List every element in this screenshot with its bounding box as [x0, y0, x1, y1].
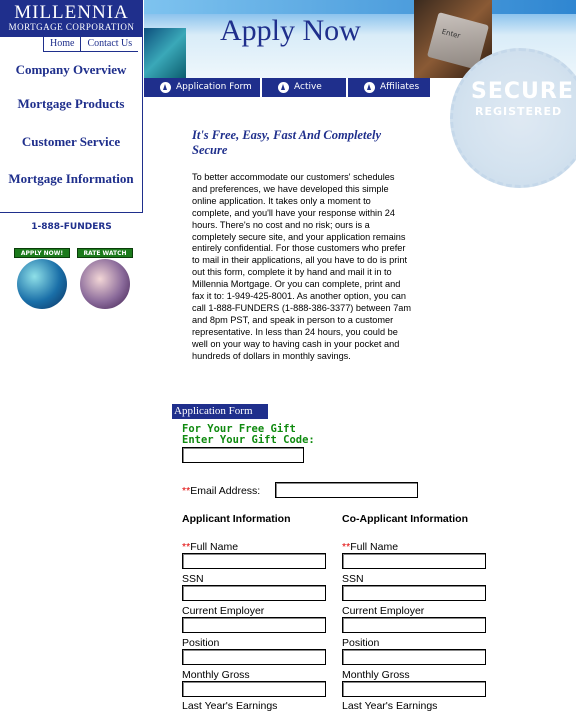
gift-line-2: Enter Your Gift Code:: [182, 434, 315, 446]
applicant-full-name-label: [182, 541, 238, 553]
enter-key-label: Enter: [440, 27, 462, 41]
apply-now-promo[interactable]: [14, 248, 70, 310]
logo-name: MILLENNIA: [14, 2, 129, 23]
apply-now-label: APPLY NOW!: [14, 248, 70, 258]
secure-registered-seal: [450, 48, 576, 188]
nav-mortgage-information[interactable]: Mortgage Information: [8, 171, 134, 186]
rate-watch-label: RATE WATCH: [77, 248, 133, 258]
email-label: [182, 485, 260, 497]
required-marker: **: [182, 485, 191, 497]
applicant-position-input[interactable]: [182, 649, 326, 665]
logo-tagline: MORTGAGE CORPORATION: [8, 22, 135, 32]
tab-bar: [144, 78, 430, 111]
top-links: [43, 37, 138, 52]
coapplicant-monthly-gross-label: Monthly Gross: [342, 669, 410, 681]
full-name-text: Full Name: [350, 541, 399, 553]
email-label-text: Email Address:: [190, 485, 261, 497]
applicant-position-label: Position: [182, 637, 220, 649]
applicant-employer-input[interactable]: [182, 617, 326, 633]
applicant-monthly-gross-label: Monthly Gross: [182, 669, 250, 681]
coapplicant-full-name-input[interactable]: [342, 553, 486, 569]
nav-customer-service[interactable]: Customer Service: [21, 134, 121, 149]
coapplicant-position-label: Position: [342, 637, 380, 649]
contact-us-link[interactable]: Contact Us: [80, 37, 138, 51]
coapplicant-employer-input[interactable]: [342, 617, 486, 633]
applicant-full-name-input[interactable]: [182, 553, 326, 569]
required-marker: **: [342, 541, 351, 553]
seal-registered-text: REGISTERED: [475, 105, 563, 118]
apply-now-graphic: [17, 259, 67, 309]
gift-line-1: For Your Free Gift: [182, 423, 296, 435]
application-form-header: Application Form: [172, 404, 268, 419]
company-logo[interactable]: [0, 0, 143, 37]
tab-active-states[interactable]: [260, 78, 346, 111]
tab-label: Application Form: [176, 82, 252, 92]
rate-watch-graphic: [80, 259, 130, 309]
applicant-heading: Applicant Information: [182, 513, 291, 525]
pen-graphic: [144, 28, 186, 78]
coapplicant-employer-label: Current Employer: [342, 605, 425, 617]
full-name-text: Full Name: [190, 541, 239, 553]
home-link[interactable]: Home: [50, 38, 75, 49]
tab-application-form[interactable]: [144, 78, 260, 97]
applicant-monthly-gross-input[interactable]: [182, 681, 326, 697]
seal-secure-text: SECURE: [471, 79, 574, 104]
email-input[interactable]: [275, 482, 418, 498]
gift-code-prompt: [182, 424, 315, 446]
header-strip: [144, 0, 576, 14]
intro-heading: It's Free, Easy, Fast And Completely Secure: [192, 128, 382, 157]
coapplicant-monthly-gross-input[interactable]: [342, 681, 486, 697]
tab-label: Affiliates: [380, 82, 420, 92]
applicant-employer-label: Current Employer: [182, 605, 265, 617]
tab-label: Active States: [294, 82, 323, 111]
coapplicant-ssn-input[interactable]: [342, 585, 486, 601]
gift-code-input[interactable]: [182, 447, 304, 463]
coapplicant-heading: Co-Applicant Information: [342, 513, 468, 525]
required-marker: **: [182, 541, 191, 553]
triangle-icon: [278, 82, 289, 93]
nav-company-overview[interactable]: Company Overview: [15, 62, 127, 77]
applicant-ssn-input[interactable]: [182, 585, 326, 601]
coapplicant-position-input[interactable]: [342, 649, 486, 665]
triangle-icon: [364, 82, 375, 93]
tab-affiliates[interactable]: [346, 78, 430, 97]
rate-watch-promo[interactable]: [77, 248, 133, 310]
coapplicant-ssn-label: SSN: [342, 573, 364, 585]
applicant-ssn-label: SSN: [182, 573, 204, 585]
coapplicant-full-name-label: [342, 541, 398, 553]
triangle-icon: [160, 82, 171, 93]
left-nav: [0, 37, 143, 213]
nav-mortgage-products[interactable]: Mortgage Products: [17, 96, 125, 111]
phone-number: 1-888-FUNDERS: [31, 222, 112, 232]
applicant-earnings-label: Last Year's Earnings: [182, 700, 278, 712]
page-title: Apply Now: [220, 14, 361, 47]
intro-body: To better accommodate our customers' schedules and preferences, we have developed this simple online application. It takes only a moment to complete, and you'll have your response within 24 hours. There's no cost and no risk; ours is a completely secure site, and your application remains entirely confidential. For those customers who prefer to mail in their applications, all you have to do is print out this form, complete it by hand and mail it in to Millennia Mortgage. Or you can complete, print and fax it to: 1-949-425-8001. As another option, you can call 1-888-FUNDERS (1-888-386-3377) between 7am and 8pm PST, and speak in person to a customer representative. In less than 24 hours, you could be well on your way to having cash in your pocket and hundreds of dollars in monthly savings.: [192, 172, 412, 361]
coapplicant-earnings-label: Last Year's Earnings: [342, 700, 438, 712]
